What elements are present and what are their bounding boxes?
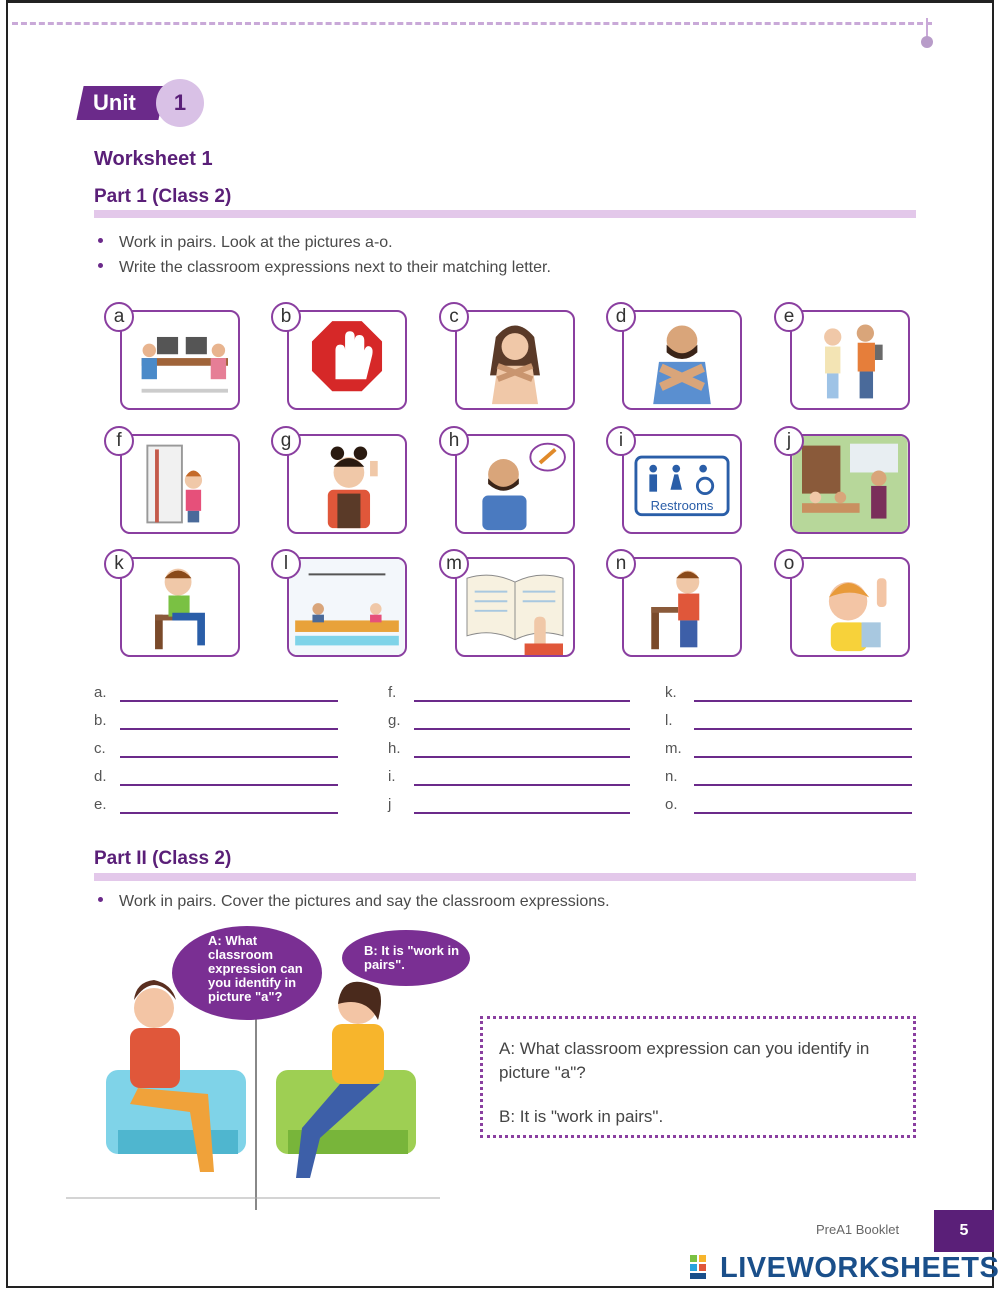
answer-label: c. <box>94 740 106 757</box>
picture-card-f <box>120 434 240 534</box>
instruction-2: Write the classroom expressions next to their matching letter. <box>98 259 551 277</box>
picture-card-g <box>287 434 407 534</box>
picture-card-e <box>790 310 910 410</box>
answer-label: m. <box>665 740 682 757</box>
girl-hand-to-ear-illustration <box>289 436 405 532</box>
unit-label: Unit <box>93 90 136 115</box>
restrooms-sign-text: Restrooms <box>650 498 714 513</box>
picture-card-i <box>622 434 742 534</box>
speech-bubble-b: B: It is "work in pairs". <box>342 930 470 986</box>
answer-blank-line[interactable] <box>414 728 630 730</box>
pin-line <box>926 18 928 38</box>
answer-label: a. <box>94 684 107 701</box>
liveworksheets-logo: LIVEWORKSHEETS <box>690 1252 999 1285</box>
answer-blank-line[interactable] <box>120 700 338 702</box>
picture-letter-b: b <box>271 302 301 332</box>
boy-sitting-on-chair-illustration <box>122 559 238 655</box>
answer-label: o. <box>665 796 678 813</box>
answer-blank-line[interactable] <box>120 812 338 814</box>
boy-standing-by-chair-illustration <box>624 559 740 655</box>
part1-divider <box>94 210 916 218</box>
man-crossed-arms-illustration <box>624 312 740 408</box>
liveworksheets-icon <box>690 1255 716 1279</box>
picture-letter-o: o <box>774 549 804 579</box>
answer-blank-line[interactable] <box>414 700 630 702</box>
answer-blank-line[interactable] <box>694 784 912 786</box>
picture-card-n <box>622 557 742 657</box>
picture-letter-l: l <box>271 549 301 579</box>
picture-letter-d: d <box>606 302 636 332</box>
pin-icon <box>921 36 933 48</box>
answer-label: j <box>388 796 392 813</box>
answer-blank-line[interactable] <box>694 700 912 702</box>
picture-letter-a: a <box>104 302 134 332</box>
open-book-illustration <box>457 559 573 655</box>
picture-card-m <box>455 557 575 657</box>
answer-label: e. <box>94 796 107 813</box>
man-thinking-bubble-illustration <box>457 436 573 532</box>
picture-card-h <box>455 434 575 534</box>
picture-letter-e: e <box>774 302 804 332</box>
top-dashed-border <box>12 22 932 25</box>
speech-bubble-a: A: What classroom expression can you identify in picture "a"? <box>172 926 322 1020</box>
answer-label: b. <box>94 712 107 729</box>
classmates-at-computers-illustration <box>122 312 238 408</box>
picture-card-c <box>455 310 575 410</box>
group-at-table-illustration <box>289 559 405 655</box>
answer-blank-line[interactable] <box>694 728 912 730</box>
picture-card-k <box>120 557 240 657</box>
picture-letter-n: n <box>606 549 636 579</box>
picture-letter-h: h <box>439 426 469 456</box>
picture-card-o <box>790 557 910 657</box>
part2-title: Part II (Class 2) <box>94 848 232 869</box>
answer-label: n. <box>665 768 678 785</box>
answer-blank-line[interactable] <box>414 784 630 786</box>
picture-card-j <box>790 434 910 534</box>
answer-blank-line[interactable] <box>120 784 338 786</box>
worksheet-title: Worksheet 1 <box>94 148 213 170</box>
page-number: 5 <box>934 1210 994 1252</box>
answer-blank-line[interactable] <box>414 756 630 758</box>
picture-letter-c: c <box>439 302 469 332</box>
answer-blank-line[interactable] <box>414 812 630 814</box>
picture-card-a <box>120 310 240 410</box>
answer-label: d. <box>94 768 107 785</box>
girl-raising-hand-illustration <box>792 559 908 655</box>
picture-letter-f: f <box>104 426 134 456</box>
picture-letter-i: i <box>606 426 636 456</box>
picture-letter-k: k <box>104 549 134 579</box>
booklet-label: PreA1 Booklet <box>816 1222 900 1237</box>
picture-letter-m: m <box>439 549 469 579</box>
restrooms-sign-icon <box>624 436 740 532</box>
woman-quiet-gesture-illustration <box>457 312 573 408</box>
part2-divider <box>94 873 916 881</box>
answer-blank-line[interactable] <box>694 756 912 758</box>
picture-card-d <box>622 310 742 410</box>
answer-label: g. <box>388 712 401 729</box>
picture-letter-j: j <box>774 426 804 456</box>
answer-blank-line[interactable] <box>120 756 338 758</box>
part1-title: Part 1 (Class 2) <box>94 186 232 207</box>
dialog-box <box>480 1016 916 1138</box>
picture-card-b <box>287 310 407 410</box>
answer-blank-line[interactable] <box>120 728 338 730</box>
answer-blank-line[interactable] <box>694 812 912 814</box>
unit-number: 1 <box>156 79 204 127</box>
picture-card-l <box>287 557 407 657</box>
answer-label: l. <box>665 712 673 729</box>
instruction-1: Work in pairs. Look at the pictures a-o. <box>98 234 393 252</box>
picture-letter-g: g <box>271 426 301 456</box>
stop-hand-sign-icon <box>289 312 405 408</box>
answer-label: k. <box>665 684 677 701</box>
girl-at-door-illustration <box>122 436 238 532</box>
teacher-in-classroom-illustration <box>792 436 908 532</box>
answer-label: i. <box>388 768 396 785</box>
two-students-talking-illustration <box>792 312 908 408</box>
answer-label: h. <box>388 740 401 757</box>
part2-instruction: Work in pairs. Cover the pictures and say the classroom expressions. <box>98 893 610 911</box>
answer-label: f. <box>388 684 397 701</box>
dialog-line-b: B: It is "work in pairs". <box>499 1107 664 1126</box>
dialog-line-a: A: What classroom expression can you identify in picture "a"? <box>499 1039 870 1082</box>
